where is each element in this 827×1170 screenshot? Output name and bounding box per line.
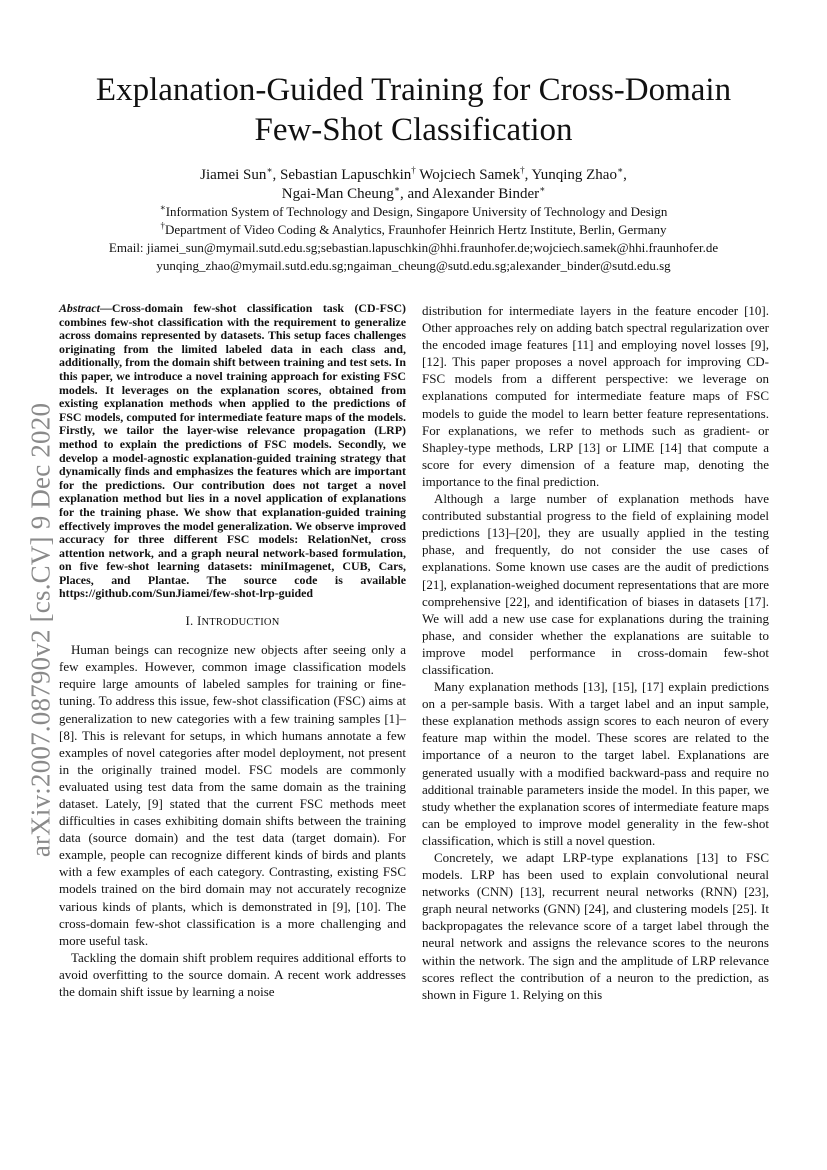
affiliation-2 <box>20 221 807 239</box>
affiliation-text: Department of Video Coding & Analytics, Fraunhofer Heinrich Hertz Institute, Berlin, Germany <box>164 222 667 237</box>
title-line-2: Few-Shot Classification <box>254 112 573 148</box>
author-name: Jiamei Sun <box>200 167 267 183</box>
abstract <box>59 302 406 601</box>
affiliation-mark: † <box>160 220 165 231</box>
email-line-2: yunqing_zhao@mymail.sutd.edu.sg;ngaiman_cheung@sutd.edu.sg;alexander_binder@sutd.edu.sg <box>156 258 671 273</box>
paragraph: Although a large number of explanation methods have contributed substantial progress to the field of explaining model predictions [13]–[20], they are usually applied in the testing phase, and frequently, do not consider the use cases of explanations. Some known use cases are the audit of predictions [21], explanation-weighed document representations that are more comprehensive [22], and identification of biases in datasets [17]. We will add a new use case for explanations during the training phase, and consider whether the explanations are suitable to improve model performance in cross-domain few-shot classification. <box>422 491 769 677</box>
affiliation-mark: ∗ <box>159 202 166 213</box>
affiliations <box>20 203 807 275</box>
abstract-label: Abstract <box>59 301 100 315</box>
section-number: I. <box>185 613 197 629</box>
paper-title <box>60 70 767 150</box>
affiliation-mark: ∗ <box>616 165 624 175</box>
affiliation-text: Information System of Technology and Design, Singapore University of Technology and Design <box>165 204 668 219</box>
author-line-1: Jiamei Sun∗, Sebastian Lapuschkin† Wojciech Samek†, Yunqing Zhao∗, <box>200 165 627 183</box>
affiliation-1 <box>20 203 807 221</box>
author-list <box>60 166 767 204</box>
paragraph: Human beings can recognize new objects after seeing only a few examples. However, common image classification models require large amounts of labeled samples for training or fine-tuning. To address this issue, few-shot classification (FSC) aims at generalization to new categories with a few training samples [1]–[8]. This is relevant for setups, in which humans annotate a few examples of novel categories after model deployment, not present in the originally trained model. FSC models are commonly evaluated using test data from the same domain as the training dataset. Lately, [9] stated that the current FSC methods meet difficulties in cases exhibiting domain shifts between the training data (source domain) and the test data (target domain). For example, people can recognize different kinds of birds and plants with a few examples of each category. Contrasting, existing FSC models trained on the bird domain may not accurately recognize various kinds of plants, which is demonstrated in [9], [10]. The cross-domain few-shot classification is a more challenging and more useful task. <box>59 642 406 948</box>
affiliation-mark: † <box>411 165 416 175</box>
section-initial: I <box>196 613 202 629</box>
arxiv-stamp-text: arXiv:2007.08790v2 [cs.CV] 9 Dec 2020 <box>25 402 56 858</box>
paragraph: Tackling the domain shift problem requires additional efforts to avoid overfitting to the source domain. A recent work addresses the domain shift issue by learning a noise <box>59 949 406 1000</box>
author-name: Wojciech Samek <box>419 167 521 183</box>
affiliation-mark: † <box>520 165 525 175</box>
paragraph: Many explanation methods [13], [15], [17] explain predictions on a per-sample basis. With a target label and an input sample, these explanation methods assign scores to each neuron of every feature map within the model. These scores are related to the importance of a neuron to the target label. Explanations are generated usually with a modified backward-pass and require no additional trainable parameters inside the model. In this paper, we study whether the explanation scores of intermediate feature maps can be employed to improve model generality in the few-shot classification, which is still a novel question. <box>422 679 769 848</box>
left-column <box>59 302 406 1000</box>
title-line-1: Explanation-Guided Training for Cross-Domain <box>95 72 732 108</box>
email-line-1: Email: jiamei_sun@mymail.sutd.edu.sg;sebastian.lapuschkin@hhi.fraunhofer.de;wojciech.samek@hhi.fraunhofer.de <box>108 240 719 255</box>
affiliation-mark: ∗ <box>393 184 400 194</box>
affiliation-mark: ∗ <box>266 165 273 175</box>
paragraph: distribution for intermediate layers in the feature encoder [10]. Other approaches rely on adding batch spectral regularization over the encoded image features [11] and employing novel losses [9], [12]. This paper proposes a novel approach for improving CD-FSC models from a different perspective: we leverage on explanations computed for intermediate feature maps of FSC models to guide the model to learn better feature representations. For explanations, we refer to methods such as gradient- or Shapley-type methods, LRP [13] or LIME [14] that compute a score for every dimension of a feature map, denoting the importance to the final prediction. <box>422 303 769 489</box>
abstract-text: —Cross-domain few-shot classification task (CD-FSC) combines few-shot classification with the requirement to generalize across domains represented by datasets. This setup faces challenges originating from the limited labeled data in each class and, additionally, from the domain shift between training and test sets. In this paper, we introduce a novel training approach for existing FSC models. It leverages on the explanation scores, obtained from existing explanation methods when applied to the predictions of FSC models, computed for intermediate feature maps of the models. Firstly, we tailor the layer-wise relevance propagation (LRP) method to explain the predictions of FSC models. Secondly, we develop a model-agnostic explanation-guided training strategy that dynamically finds and emphasizes the features which are important for the predictions. Our contribution does not target a novel explanation method but lies in a novel application of explanations for the training phase. We show that explanation-guided training effectively improves the model generalization. We observe improved accuracy for three different FSC models: RelationNet, cross attention network, and a graph neural network-based formulation, on five few-shot learning datasets: miniImagenet, CUB, Cars, Places, and Plantae. The source code is available https://github.com/SunJiamei/few-shot-lrp-guided <box>59 301 406 601</box>
section-heading-introduction <box>59 612 406 631</box>
right-column <box>422 302 769 1003</box>
author-line-2: Ngai-Man Cheung∗, and Alexander Binder∗ <box>281 184 546 202</box>
author-name: Alexander Binder <box>432 186 540 202</box>
arxiv-stamp <box>23 365 59 895</box>
section-title-rest: NTRODUCTION <box>201 617 280 629</box>
author-name: Yunqing Zhao <box>531 167 617 183</box>
author-name: Ngai-Man Cheung <box>281 186 394 202</box>
author-name: Sebastian Lapuschkin <box>280 167 412 183</box>
paragraph: Concretely, we adapt LRP-type explanations [13] to FSC models. LRP has been used to explain convolutional neural networks (CNN) [13], recurrent neural networks (RNN) [23], graph neural networks (GNN) [24], and clustering models [25]. It backpropagates the relevance score of a target label through the neural network and assigns the relevance scores to the neurons within the network. The sign and the amplitude of LRP relevance scores reflect the contribution of a neuron to the prediction, as shown in Figure 1. Relying on this <box>422 850 769 1002</box>
affiliation-mark: ∗ <box>539 184 546 194</box>
